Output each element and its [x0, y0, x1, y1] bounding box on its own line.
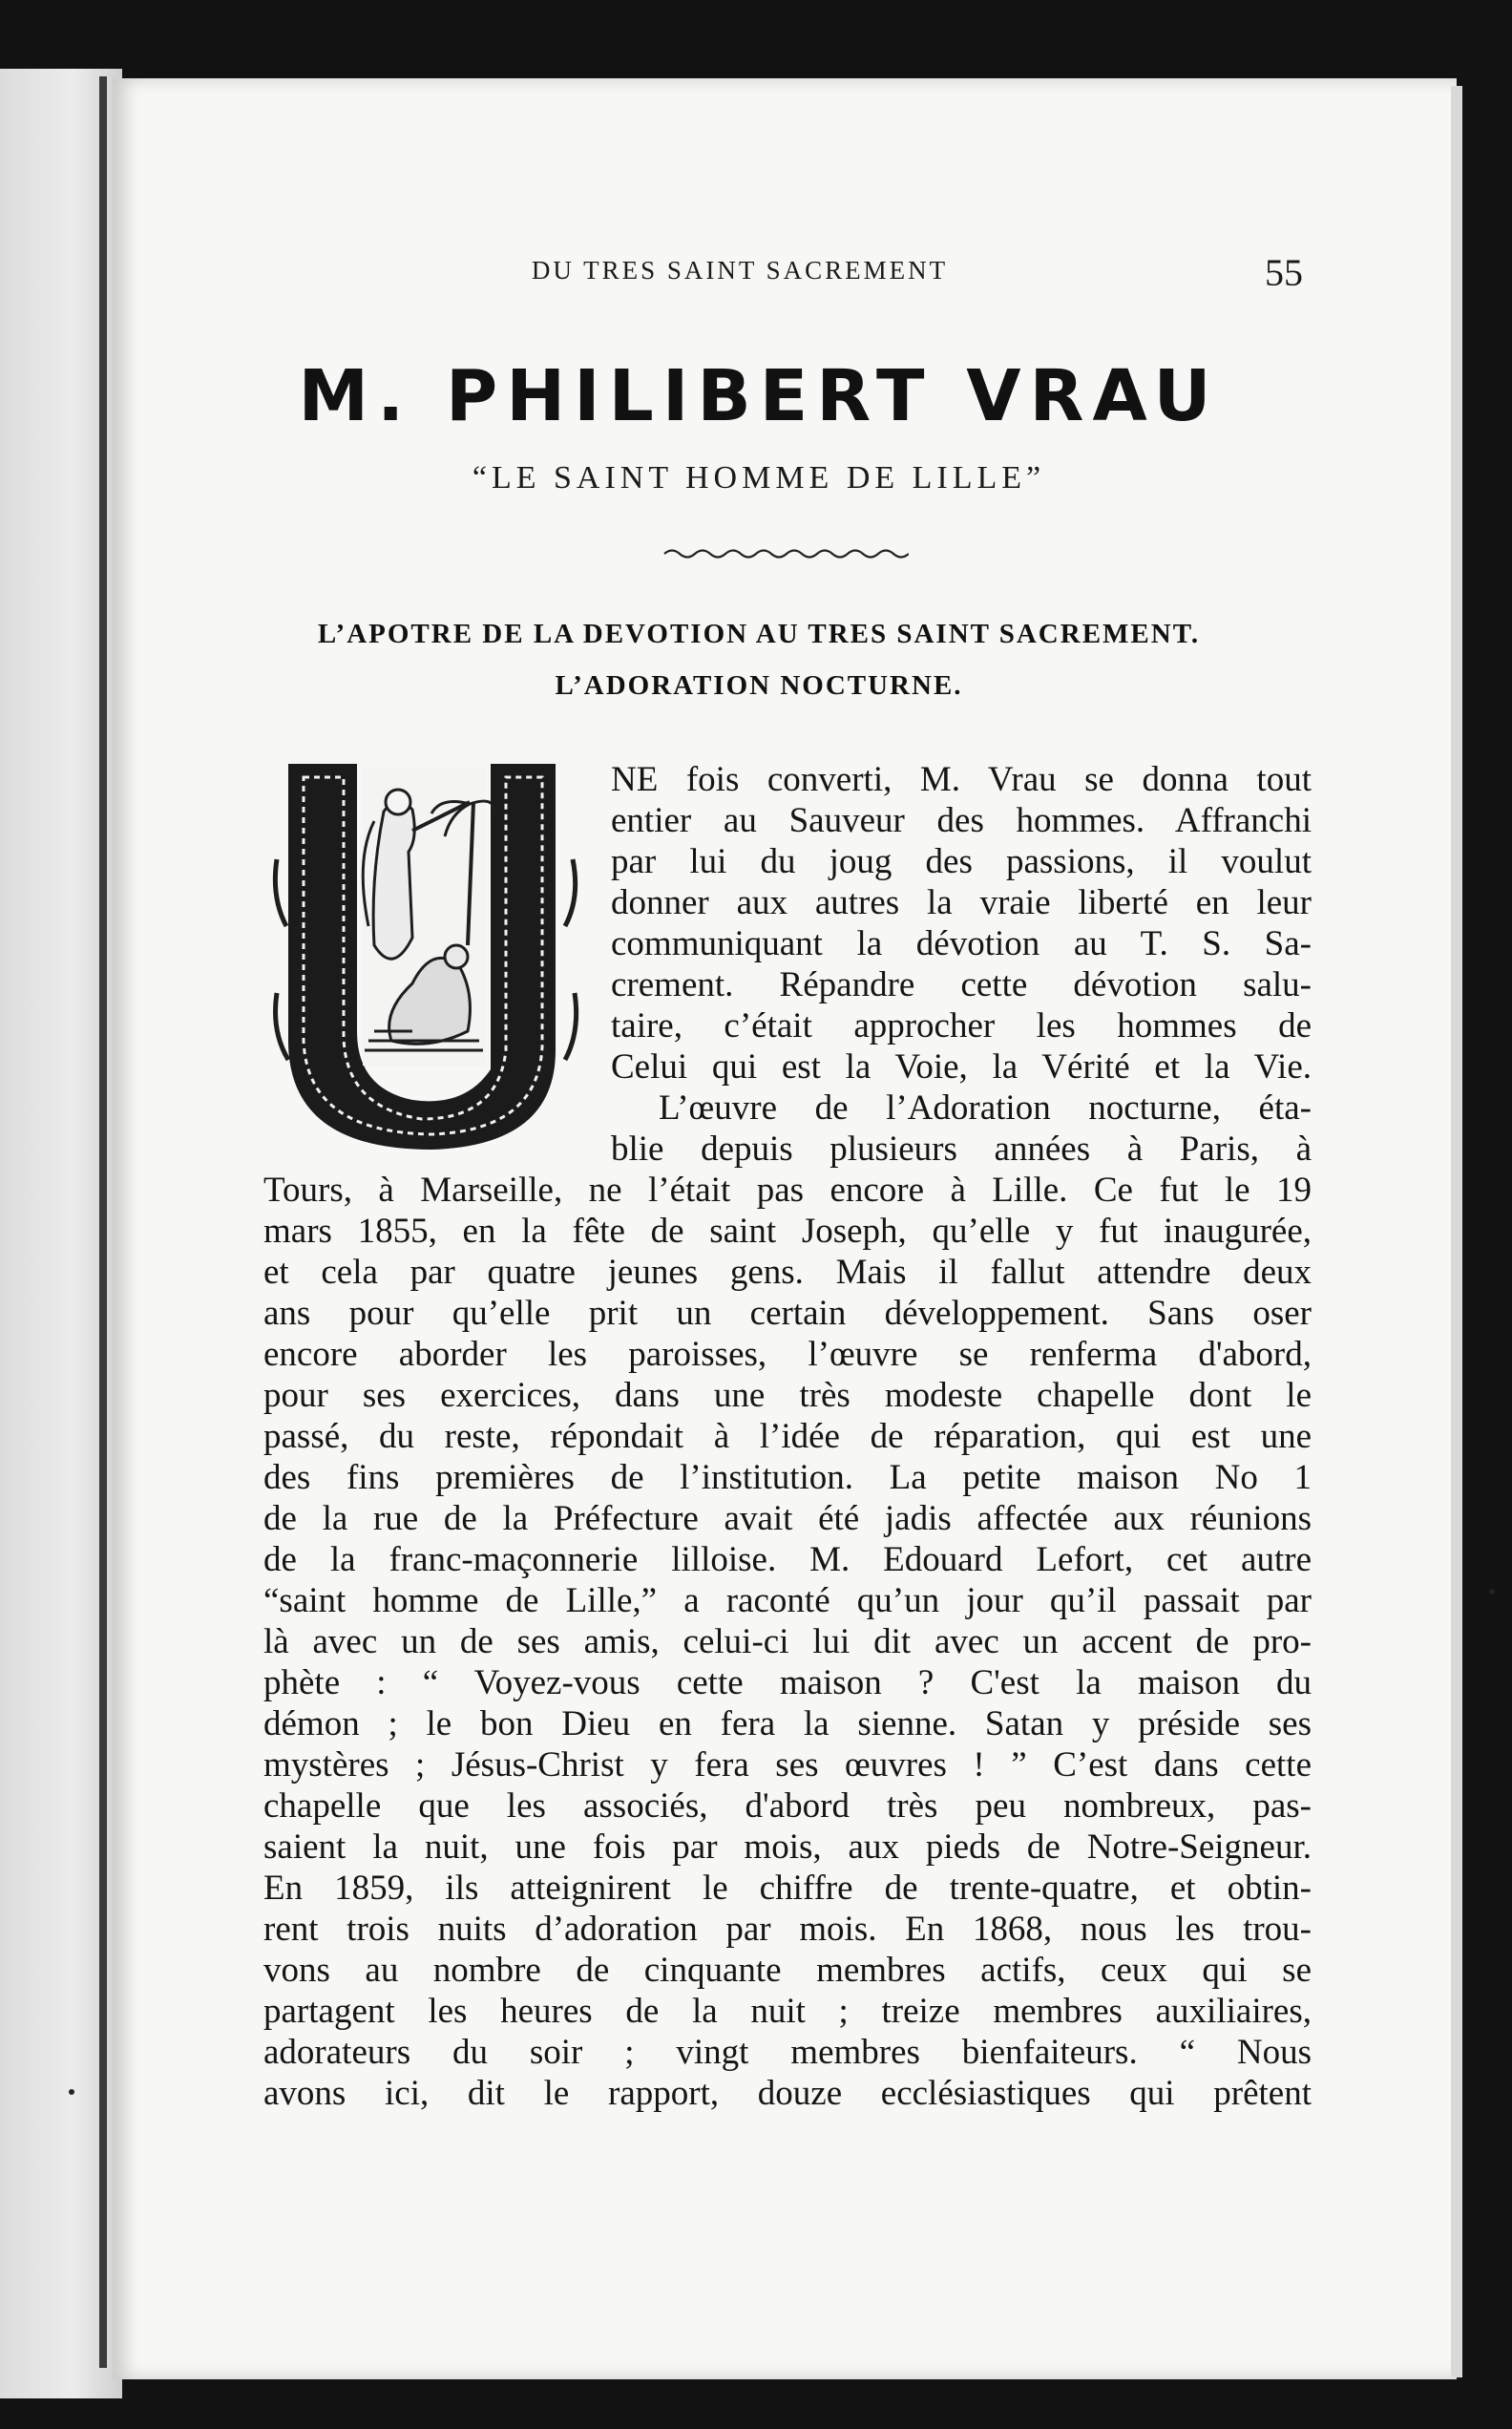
text-line: par lui du joug des passions, il voulut	[611, 842, 1312, 881]
text-line: vons au nombre de cinquante membres actifs, ceux qui se	[263, 1951, 1312, 1990]
section-subheading: L’ADORATION NOCTURNE.	[555, 670, 963, 701]
text-line: blie depuis plusieurs années à Paris, à	[611, 1130, 1312, 1169]
text-line: démon ; le bon Dieu en fera la sienne. Satan y préside ses	[263, 1704, 1312, 1743]
text-line: partagent les heures de la nuit ; treize membres auxiliaires,	[263, 1992, 1312, 2031]
scan-speck	[69, 2089, 74, 2095]
text-line: crement. Répandre cette dévotion salu-	[611, 965, 1312, 1004]
text-line: là avec un de ses amis, celui-ci lui dit avec un accent de pro-	[263, 1622, 1312, 1661]
text-line: saient la nuit, une fois par mois, aux pieds de Notre-Seigneur.	[263, 1827, 1312, 1867]
page-number: 55	[1265, 251, 1303, 294]
text-line: et cela par quatre jeunes gens. Mais il fallut attendre deux	[263, 1253, 1312, 1292]
text-line: encore aborder les paroisses, l’œuvre se renferma d'abord,	[263, 1335, 1312, 1374]
illustrated-drop-cap	[269, 745, 590, 1159]
wavy-rule-ornament	[662, 546, 909, 561]
text-line: adorateurs du soir ; vingt membres bienfaiteurs. “ Nous	[263, 2033, 1312, 2072]
text-line: L’œuvre de l’Adoration nocturne, éta-	[659, 1088, 1312, 1128]
text-line: rent trois nuits d’adoration par mois. En 1868, nous les trou-	[263, 1910, 1312, 1949]
text-line: communiquant la dévotion au T. S. Sa-	[611, 924, 1312, 963]
text-line: ans pour qu’elle prit un certain développement. Sans oser	[263, 1294, 1312, 1333]
page-title: M. PHILIBERT VRAU	[298, 355, 1220, 437]
text-line: En 1859, ils atteignirent le chiffre de trente-quatre, et obtin-	[263, 1869, 1312, 1908]
text-line: donner aux autres la vraie liberté en leur	[611, 883, 1312, 922]
text-line: Celui qui est la Voie, la Vérité et la Vie.	[611, 1047, 1312, 1087]
text-line: chapelle que les associés, d'abord très peu nombreux, pas-	[263, 1786, 1312, 1826]
page-subtitle: “LE SAINT HOMME DE LILLE”	[472, 460, 1046, 496]
text-line: entier au Sauveur des hommes. Affranchi	[611, 801, 1312, 840]
text-line: mars 1855, en la fête de saint Joseph, qu’elle y fut inaugurée,	[263, 1212, 1312, 1251]
text-line: avons ici, dit le rapport, douze ecclésiastiques qui prêtent	[263, 2074, 1312, 2113]
text-line: pour ses exercices, dans une très modeste chapelle dont le	[263, 1376, 1312, 1415]
text-line: de la rue de la Préfecture avait été jadis affectée aux réunions	[263, 1499, 1312, 1538]
text-line: “saint homme de Lille,” a raconté qu’un jour qu’il passait par	[263, 1581, 1312, 1620]
text-line: NE fois converti, M. Vrau se donna tout	[611, 760, 1312, 799]
binding-edge	[99, 76, 107, 2368]
scan-speck	[1489, 1589, 1495, 1595]
text-line: phète : “ Voyez-vous cette maison ? C'est la maison du	[263, 1663, 1312, 1702]
running-head: DU TRES SAINT SACREMENT	[531, 256, 949, 285]
text-line: de la franc-maçonnerie lilloise. M. Edouard Lefort, cet autre	[263, 1540, 1312, 1579]
text-line: passé, du reste, répondait à l’idée de réparation, qui est une	[263, 1417, 1312, 1456]
text-line: mystères ; Jésus-Christ y fera ses œuvres ! ” C’est dans cette	[263, 1745, 1312, 1785]
page-edge	[1451, 86, 1462, 2377]
section-heading: L’APOTRE DE LA DEVOTION AU TRES SAINT SACREMENT.	[317, 619, 1201, 649]
text-line: taire, c’était approcher les hommes de	[611, 1006, 1312, 1046]
text-line: Tours, à Marseille, ne l’était pas encore à Lille. Ce fut le 19	[263, 1171, 1312, 1210]
text-line: des fins premières de l’institution. La petite maison No 1	[263, 1458, 1312, 1497]
